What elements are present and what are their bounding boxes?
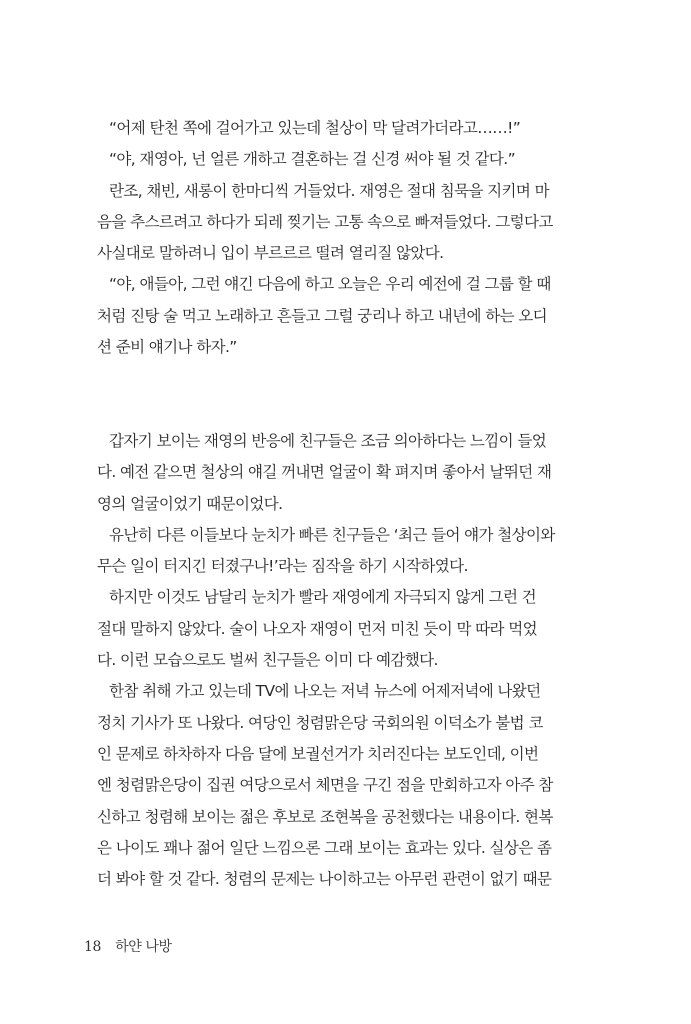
text-line: 음을 추스르려고 하다가 되레 찢기는 고통 속으로 빠져들었다. 그렇다고 [97,212,553,231]
text-line: “야, 재영아, 넌 얼른 개하고 결혼하는 걸 신경 써야 될 것 같다.” [109,150,516,169]
text-line: 인 문제로 하차하자 다음 달에 보궐선거가 치러진다는 보도인데, 이번 [97,744,539,763]
body-text [97,113,597,895]
text-line: 유난히 다른 이들보다 눈치가 빠른 친구들은 ‘최근 들어 얘가 철상이와 [109,525,555,544]
text-line: “야, 애들아, 그런 얘긴 다음에 하고 오늘은 우리 예전에 걸 그룹 할 때 [109,275,551,294]
text-line: 더 봐야 할 것 같다. 청렴의 문제는 나이하고는 아무런 관련이 없기 때문 [97,870,552,889]
text-line: 션 준비 얘기나 하자.” [97,338,237,357]
page-footer [84,936,172,956]
text-line: 란조, 채빈, 새롱이 한마디씩 거들었다. 재영은 절대 침묵을 지키며 마 [109,181,549,200]
text-line: 무슨 일이 터지긴 터졌구나!’라는 짐작을 하기 시작하였다. [97,557,468,576]
page-number: 18 [84,939,102,955]
book-title: 하얀 나방 [115,939,172,955]
text-line: 절대 말하지 않았다. 술이 나오자 재영이 먼저 미친 듯이 막 따라 먹었 [97,619,537,638]
text-line: 영의 얼굴이었기 때문이었다. [97,494,283,513]
text-line: 다. 예전 같으면 철상의 얘길 꺼내면 얼굴이 확 펴지며 좋아서 날뛰던 재 [97,463,552,482]
text-line: 다. 이런 모습으로도 벌써 친구들은 이미 다 예감했다. [97,651,438,670]
text-line: 엔 청렴맑은당이 집권 여당으로서 체면을 구긴 점을 만회하고자 아주 참 [97,776,553,795]
text-line: 은 나이도 꽤나 젊어 일단 느낌으론 그래 보이는 효과는 있다. 실상은 좀 [97,838,552,857]
text-line: 사실대로 말하려니 입이 부르르르 떨려 열리질 않았다. [97,244,444,263]
text-line: 처럼 진탕 술 먹고 노래하고 흔들고 그럴 궁리나 하고 내년에 하는 오디 [97,306,548,325]
text-line: 하지만 이것도 남달리 눈치가 빨라 재영에게 자극되지 않게 그런 건 [109,588,537,607]
text-line: “어제 탄천 쪽에 걸어가고 있는데 철상이 막 달려가더라고……!” [109,119,521,137]
text-line: 갑자기 보이는 재영의 반응에 친구들은 조금 의아하다는 느낌이 들었 [109,431,547,450]
blank-line [97,395,597,426]
text-line: 신하고 청렴해 보이는 젊은 후보로 조현복을 공천했다는 내용이다. 현복 [97,807,553,826]
text-line: 정치 기사가 또 나왔다. 여당인 청렴맑은당 국회의원 이덕소가 불법 코 [97,713,543,732]
text-line: 한참 취해 가고 있는데 TV에 나오는 저녁 뉴스에 어제저녁에 나왔던 [109,682,541,701]
blank-line [97,363,597,394]
